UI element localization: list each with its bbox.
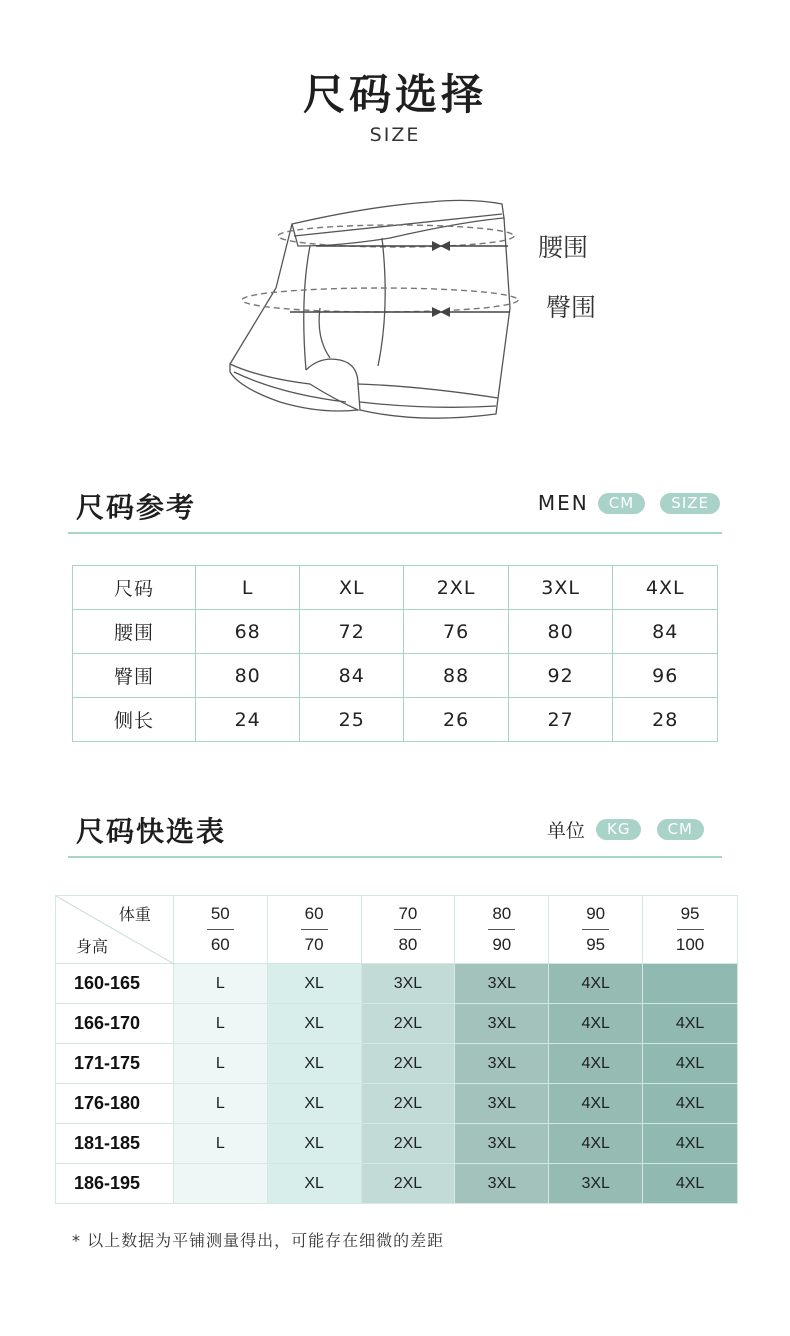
table-cell: 80 [508, 610, 613, 654]
weight-max: 100 [675, 935, 705, 954]
corner-cell [56, 896, 174, 964]
size-cell: 2XL [361, 1084, 455, 1124]
height-range-cell: 186-195 [56, 1164, 174, 1204]
quick-divider [68, 856, 722, 858]
row-header-cell: 腰围 [73, 610, 196, 654]
quick-title: 尺码快选表 [76, 815, 227, 848]
page-subtitle: SIZE [369, 124, 421, 146]
quick-header-row [56, 896, 738, 964]
kg-pill: KG [596, 819, 641, 840]
table-cell: 80 [196, 654, 300, 698]
weight-max: 60 [210, 935, 230, 954]
size-ref-table [72, 565, 718, 742]
size-cell: 2XL [361, 1004, 455, 1044]
table-cell: XL [300, 566, 404, 610]
page-title: 尺码选择 [302, 70, 487, 119]
size-pill: SIZE [660, 493, 720, 514]
unit-label: 单位 [546, 820, 585, 842]
table-row [56, 1084, 738, 1124]
table-cell: 84 [300, 654, 404, 698]
size-cell [173, 1164, 267, 1204]
table-cell: 28 [613, 698, 718, 742]
table-cell: 3XL [508, 566, 613, 610]
footnote: * 以上数据为平铺测量得出，可能存在细微的差距 [72, 1231, 445, 1250]
size-cell: 4XL [549, 1084, 643, 1124]
table-cell: 25 [300, 698, 404, 742]
size-ref-row [73, 610, 718, 654]
size-ref-row [73, 566, 718, 610]
table-cell: 88 [404, 654, 509, 698]
table-cell: 76 [404, 610, 509, 654]
row-header-cell: 尺码 [73, 566, 196, 610]
size-cell: L [173, 964, 267, 1004]
size-cell: XL [267, 1124, 361, 1164]
size-cell: L [173, 1044, 267, 1084]
size-cell: XL [267, 1044, 361, 1084]
weight-max: 80 [398, 935, 418, 954]
size-cell: XL [267, 1004, 361, 1044]
weight-min: 50 [207, 899, 234, 930]
size-ref-divider [68, 532, 722, 534]
weight-min: 95 [677, 899, 704, 930]
size-cell: XL [267, 1164, 361, 1204]
size-cell: 3XL [455, 1004, 549, 1044]
hip-label: 臀围 [546, 293, 597, 322]
briefs-diagram [220, 188, 520, 428]
table-cell: 92 [508, 654, 613, 698]
size-ref-title: 尺码参考 [76, 491, 197, 524]
height-range-cell: 160-165 [56, 964, 174, 1004]
size-cell: 3XL [455, 1164, 549, 1204]
size-cell: 3XL [455, 1084, 549, 1124]
height-range-cell: 176-180 [56, 1084, 174, 1124]
table-cell: 2XL [404, 566, 509, 610]
weight-header: 体重 [118, 905, 151, 924]
quick-tags [547, 816, 704, 843]
size-cell: 2XL [361, 1044, 455, 1084]
table-cell: 27 [508, 698, 613, 742]
row-header-cell: 侧长 [73, 698, 196, 742]
weight-min: 60 [301, 899, 328, 930]
size-cell: 4XL [549, 1004, 643, 1044]
size-cell: L [173, 1004, 267, 1044]
table-cell: 4XL [613, 566, 718, 610]
size-cell: L [173, 1084, 267, 1124]
height-header: 身高 [76, 937, 109, 956]
weight-column-header [455, 896, 549, 964]
size-cell: 3XL [549, 1164, 643, 1204]
cm-pill: CM [598, 493, 645, 514]
size-cell: 4XL [643, 1004, 738, 1044]
weight-column-header [643, 896, 738, 964]
table-row [56, 1004, 738, 1044]
men-tag: MEN [537, 491, 589, 515]
weight-min: 80 [488, 899, 515, 930]
size-cell: 3XL [455, 1044, 549, 1084]
table-cell: 72 [300, 610, 404, 654]
table-cell: 24 [196, 698, 300, 742]
weight-min: 90 [582, 899, 609, 930]
cm-pill-2: CM [657, 819, 704, 840]
size-ref-tags [538, 491, 720, 515]
table-row [56, 1044, 738, 1084]
size-cell: XL [267, 1084, 361, 1124]
size-cell: 4XL [643, 1044, 738, 1084]
size-cell: L [173, 1124, 267, 1164]
size-cell: 4XL [643, 1124, 738, 1164]
table-cell: 84 [613, 610, 718, 654]
size-cell: XL [267, 964, 361, 1004]
weight-max: 90 [492, 935, 512, 954]
weight-column-header [173, 896, 267, 964]
weight-column-header [361, 896, 455, 964]
table-cell: L [196, 566, 300, 610]
height-range-cell: 166-170 [56, 1004, 174, 1044]
weight-max: 95 [586, 935, 606, 954]
size-cell: 4XL [549, 1124, 643, 1164]
size-cell: 4XL [549, 1044, 643, 1084]
weight-min: 70 [394, 899, 421, 930]
size-cell: 2XL [361, 1124, 455, 1164]
corner-diagonal [56, 896, 174, 964]
quick-select-table [55, 895, 738, 1204]
size-cell: 4XL [549, 964, 643, 1004]
waist-label: 腰围 [538, 233, 589, 262]
weight-column-header [267, 896, 361, 964]
height-range-cell: 181-185 [56, 1124, 174, 1164]
table-cell: 26 [404, 698, 509, 742]
table-cell: 68 [196, 610, 300, 654]
size-cell: 3XL [455, 964, 549, 1004]
size-cell: 4XL [643, 1084, 738, 1124]
weight-max: 70 [304, 935, 324, 954]
table-row [56, 1124, 738, 1164]
table-row [56, 964, 738, 1004]
size-cell: 2XL [361, 1164, 455, 1204]
size-cell [643, 964, 738, 1004]
size-cell: 4XL [643, 1164, 738, 1204]
size-cell: 3XL [455, 1124, 549, 1164]
height-range-cell: 171-175 [56, 1044, 174, 1084]
size-ref-row [73, 698, 718, 742]
size-cell: 3XL [361, 964, 455, 1004]
size-ref-row [73, 654, 718, 698]
weight-column-header [549, 896, 643, 964]
row-header-cell: 臀围 [73, 654, 196, 698]
table-cell: 96 [613, 654, 718, 698]
table-row [56, 1164, 738, 1204]
